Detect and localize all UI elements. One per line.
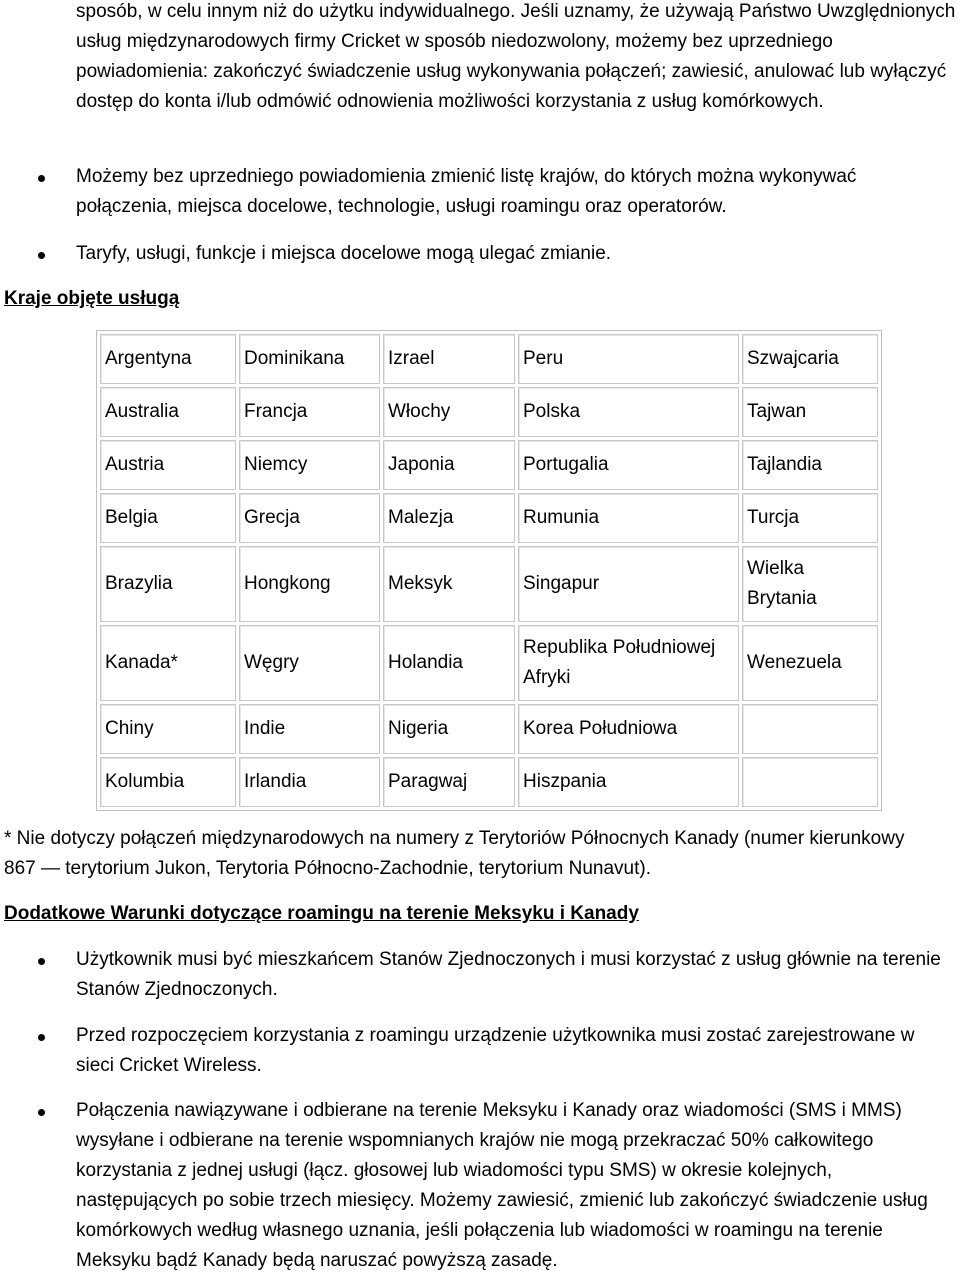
country-cell: Włochy [383,387,515,437]
country-cell: Korea Południowa [518,704,739,754]
country-cell: Kolumbia [100,757,236,807]
bullet-dot [38,252,45,259]
table-row [100,546,878,622]
table-row [100,387,878,437]
country-cell: Szwajcaria [742,334,878,384]
country-cell: Turcja [742,493,878,543]
table-row [100,440,878,490]
table-row [100,757,878,807]
country-cell: Hiszpania [518,757,739,807]
country-cell: Grecja [239,493,380,543]
bullet-dot [38,1034,45,1041]
country-cell: Singapur [518,546,739,622]
country-cell: Kanada* [100,625,236,701]
footnote: * Nie dotyczy połączeń międzynarodowych na numery z Terytoriów Północnych Kanady (numer kierunkowy 867 — terytorium Jukon, Terytoria Północno-Zachodnie, terytorium Nunavut). [4,828,905,879]
country-cell: Rumunia [518,493,739,543]
bullet-registration: Przed rozpoczęciem korzystania z roamingu urządzenie użytkownika musi zostać zarejestrowane w sieci Cricket Wireless. [76,1025,915,1076]
country-cell: Niemcy [239,440,380,490]
bullet-residency: Użytkownik musi być mieszkańcem Stanów Zjednoczonych i musi korzystać z usług głównie na terenie Stanów Zjednoczonych. [76,949,941,1000]
country-cell: Republika Południowej Afryki [518,625,739,701]
country-cell: Dominikana [239,334,380,384]
country-cell: Tajwan [742,387,878,437]
bullet-dot [38,1109,45,1116]
empty-cell [742,757,878,807]
country-cell: Nigeria [383,704,515,754]
country-cell: Peru [518,334,739,384]
country-cell: Argentyna [100,334,236,384]
country-cell: Wielka Brytania [742,546,878,622]
country-cell: Tajlandia [742,440,878,490]
country-cell: Hongkong [239,546,380,622]
country-cell: Meksyk [383,546,515,622]
bullet-rates-change: Taryfy, usługi, funkcje i miejsca docelowe mogą ulegać zmianie. [76,243,612,264]
country-cell: Malezja [383,493,515,543]
country-cell: Paragwaj [383,757,515,807]
country-cell: Izrael [383,334,515,384]
country-cell: Japonia [383,440,515,490]
country-cell: Polska [518,387,739,437]
empty-cell [742,704,878,754]
bullet-change-countries: Możemy bez uprzedniego powiadomienia zmienić listę krajów, do których można wykonywać połączenia, miejsca docelowe, technologie, usługi roamingu oraz operatorów. [76,166,857,217]
table-row [100,625,878,701]
countries-heading: Kraje objęte usługą [4,288,180,309]
country-cell: Holandia [383,625,515,701]
country-cell: Wenezuela [742,625,878,701]
bullet-dot [38,175,45,182]
additional-terms-heading: Dodatkowe Warunki dotyczące roamingu na terenie Meksyku i Kanady [4,903,639,924]
intro-paragraph: sposób, w celu innym niż do użytku indywidualnego. Jeśli uznamy, że używają Państwo Uwzględnionych usług międzynarodowych firmy Cricket w sposób niedozwolony, możemy bez uprzedniego powiadomienia: zakończyć świadczenie usług wykonywania połączeń; zawiesić, anulować lub wyłączyć dostęp do konta i/lub odmówić odnowienia możliwości korzystania z usług komórkowych. [76,1,956,112]
bullet-usage-limit: Połączenia nawiązywane i odbierane na terenie Meksyku i Kanady oraz wiadomości (SMS i MMS) wysyłane i odbierane na terenie wspomnianych krajów nie mogą przekraczać 50% całkowitego korzystania z jednej usługi (łącz. głosowej lub wiadomości typu SMS) w okresie kolejnych, następujących po sobie trzech miesięcy. Możemy zawiesić, zmienić lub zakończyć świadczenie usług komórkowych według własnego uznania, jeśli połączenia lub wiadomości w roamingu na terenie Meksyku bądź Kanady będą naruszać powyższą zasadę. [76,1100,928,1271]
country-cell: Chiny [100,704,236,754]
country-cell: Portugalia [518,440,739,490]
table-row [100,334,878,384]
country-cell: Węgry [239,625,380,701]
country-cell: Francja [239,387,380,437]
country-cell: Australia [100,387,236,437]
countries-table [96,330,882,811]
country-cell: Irlandia [239,757,380,807]
country-cell: Indie [239,704,380,754]
table-row [100,493,878,543]
table-row [100,704,878,754]
country-cell: Austria [100,440,236,490]
country-cell: Brazylia [100,546,236,622]
country-cell: Belgia [100,493,236,543]
bullet-dot [38,958,45,965]
